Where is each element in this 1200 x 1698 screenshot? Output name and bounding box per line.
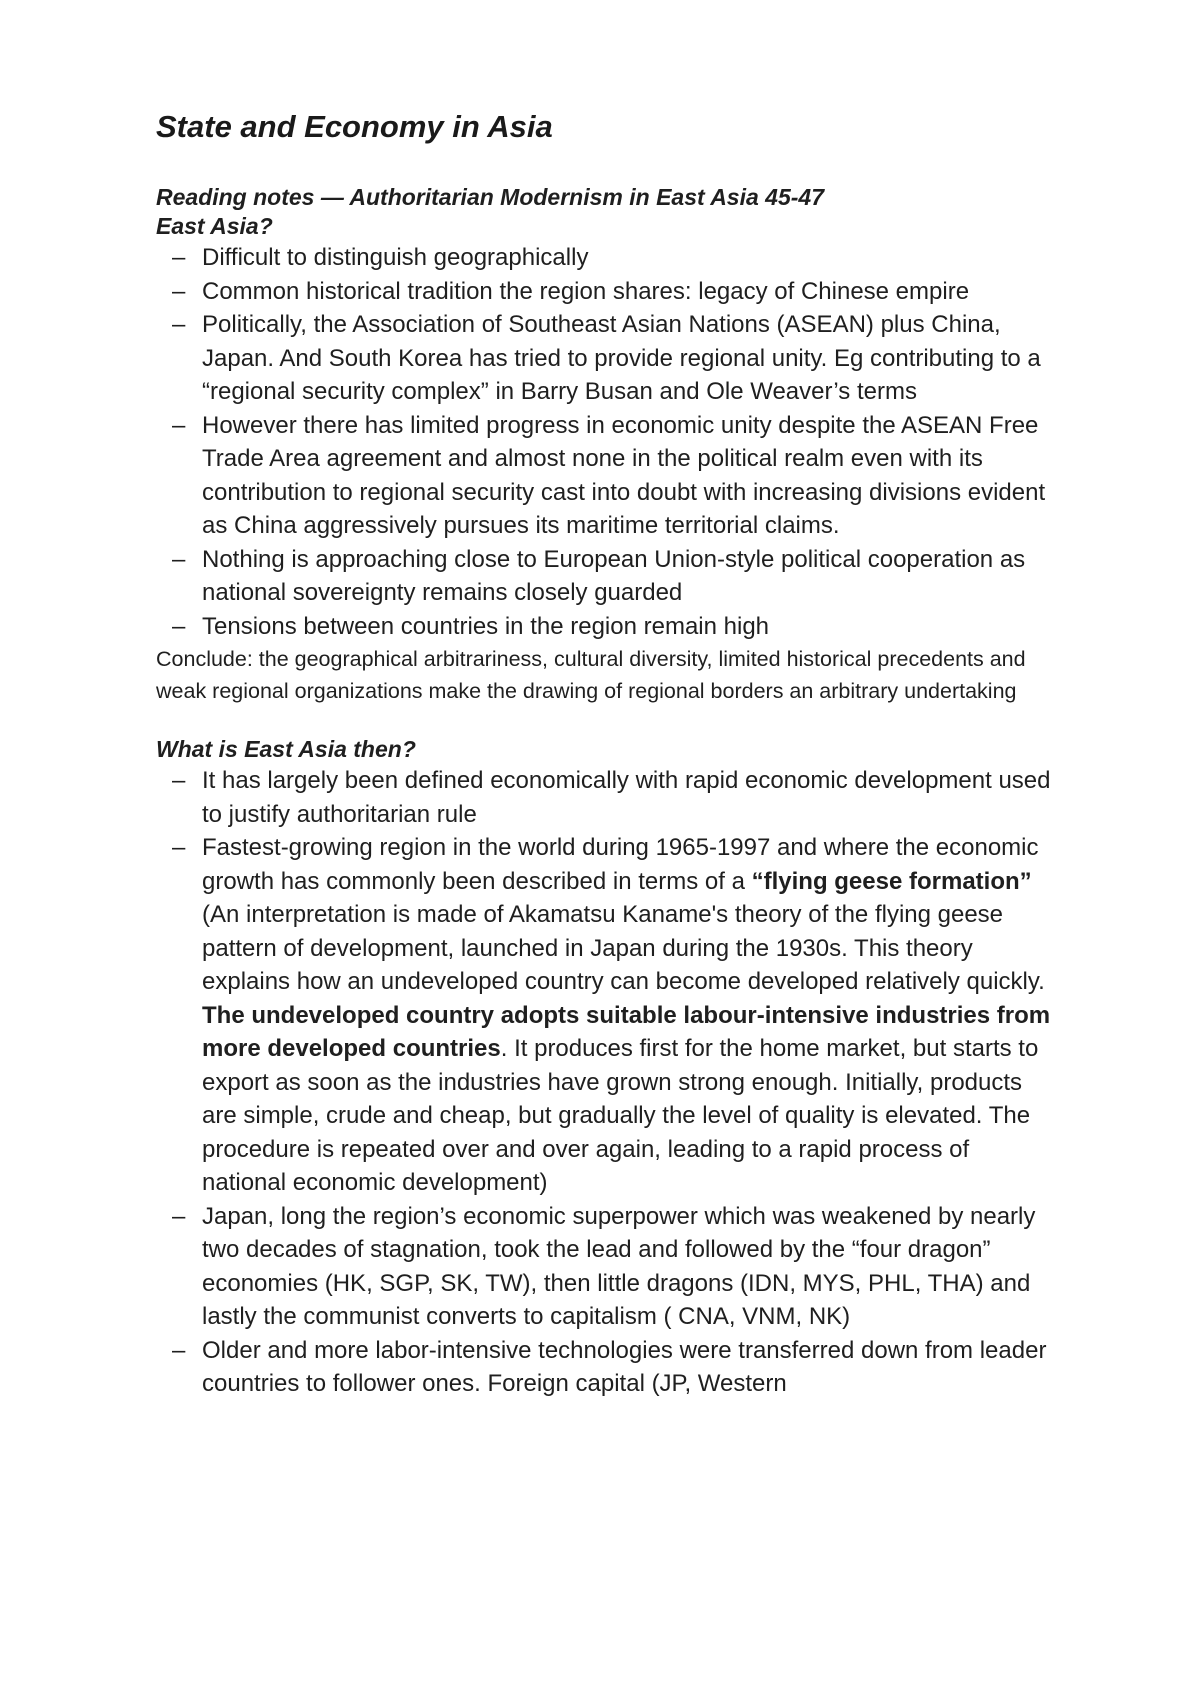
text-span: Fastest-growing region in the world during 1965-1997 and where the economic growth has commonly been described in terms of a [202, 834, 1039, 895]
list-item: – Politically, the Association of Southeast Asian Nations (ASEAN) plus China, Japan. And South Korea has tried to provide regional unity. Eg contributing to a “regional security complex” in Barry Busan and Ole Weaver’s terms [202, 308, 1056, 409]
list-item: – It has largely been defined economically with rapid economic development used to justify authoritarian rule [202, 764, 1056, 831]
bold-flying-geese: “flying geese formation” [751, 867, 1032, 895]
conclusion-paragraph: Conclude: the geographical arbitrariness, cultural diversity, limited historical precedents and weak regional organizations make the drawing of regional borders an arbitrary undertaking [156, 647, 1026, 704]
east-asia-list [156, 241, 1056, 643]
what-is-east-asia-list [156, 764, 1056, 1401]
list-item: – Tensions between countries in the region remain high [202, 610, 1056, 644]
section-what-is-east-asia [156, 735, 1056, 1401]
text-span: (An interpretation is made of Akamatsu Kaname's theory of the flying geese pattern of development, launched in Japan during the 1930s. This theory explains how an undeveloped country can become developed relatively quickly. [202, 901, 1045, 996]
list-item: – Common historical tradition the region shares: legacy of Chinese empire [202, 275, 1056, 309]
east-asia-subheading: East Asia? [156, 213, 273, 240]
bold-undeveloped-country: The undeveloped country adopts suitable labour-intensive industries from more developed countries [202, 1001, 1051, 1063]
list-item: – Nothing is approaching close to European Union-style political cooperation as national sovereignty remains closely guarded [202, 543, 1056, 610]
reading-notes-heading: Reading notes — Authoritarian Modernism in East Asia 45-47 [156, 184, 824, 211]
list-item: – Difficult to distinguish geographically [202, 241, 1056, 275]
page-title: State and Economy in Asia [156, 109, 553, 144]
document-page [156, 108, 1056, 1401]
section-reading-notes [156, 183, 1056, 707]
list-item-flying-geese [202, 831, 1056, 1200]
list-item: – However there has limited progress in economic unity despite the ASEAN Free Trade Area agreement and almost none in the political realm even with its contribution to regional security cast into doubt with increasing divisions evident as China aggressively pursues its maritime territorial claims. [202, 409, 1056, 543]
text-span: . It produces first for the home market, but starts to export as soon as the industries have grown strong enough. Initially, products are simple, crude and cheap, but gradually the level of quality is elevated. The procedure is repeated over and over again, leading to a rapid process of national economic development) [202, 1035, 1039, 1197]
what-is-east-asia-heading: What is East Asia then? [156, 736, 416, 763]
list-item: – Older and more labor-intensive technologies were transferred down from leader countries to follower ones. Foreign capital (JP, Western [202, 1334, 1056, 1401]
list-item: – Japan, long the region’s economic superpower which was weakened by nearly two decades of stagnation, took the lead and followed by the “four dragon” economies (HK, SGP, SK, TW), then little dragons (IDN, MYS, PHL, THA) and lastly the communist converts to capitalism ( CNA, VNM, NK) [202, 1200, 1056, 1334]
